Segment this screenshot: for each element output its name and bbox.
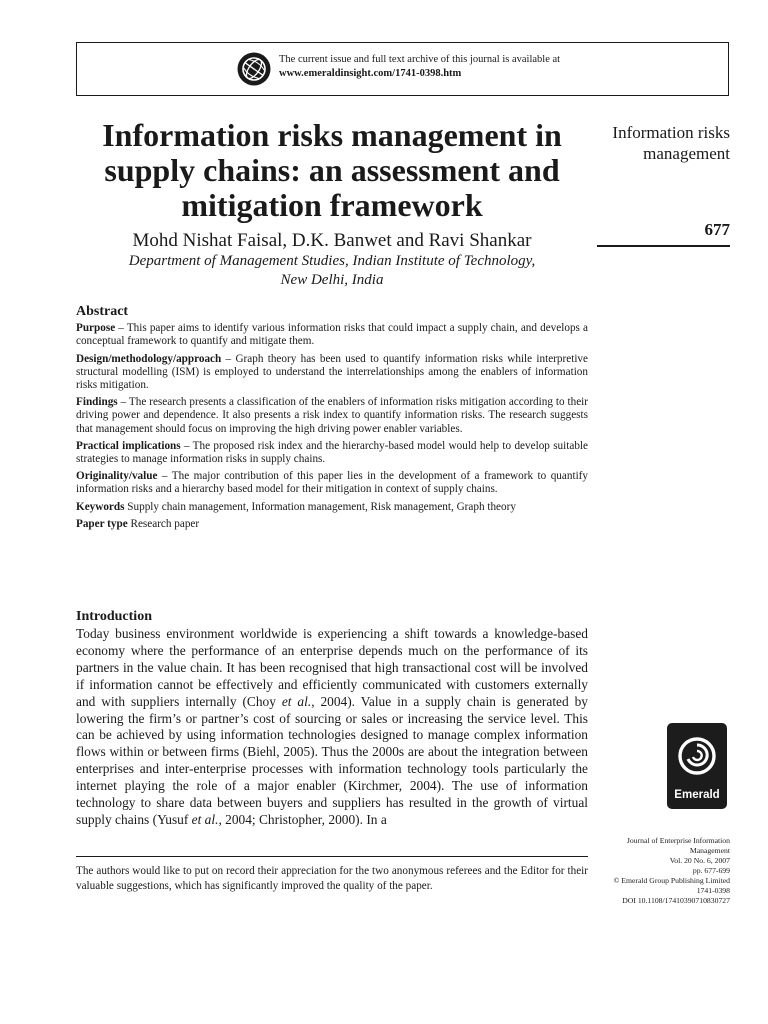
intro-text-2: , 2004). Value in a supply chain is generated by lowering the firm’s or partner’s cost of sourcing or sales or increasing the service level. This can be achieved by using information technologies designed to manage complex information flows within or between firms (Biehl, 2005). Thus the 2000s are about the integration between enterprises and inter-enterprise processes with information technology tools particularly the internet playing the role of a major enabler (Kirchmer, 2004). The use of information technology to share data between buyers and suppliers has resulted in the growth of virtual supply chains (Yusuf xyxy=(76,693,588,827)
journal-url-link[interactable]: www.emeraldinsight.com/1741-0398.htm xyxy=(279,68,462,79)
footnote-divider xyxy=(76,856,588,857)
journal-info-line: © Emerald Group Publishing Limited xyxy=(613,876,730,885)
page-number: 677 xyxy=(704,220,730,239)
abstract-practical xyxy=(76,440,588,466)
banner-text xyxy=(279,53,560,81)
acknowledgement-footnote: The authors would like to put on record their appreciation for the two anonymous referees and the Editor for their valuable suggestions, which has significantly improved the quality of the paper. xyxy=(76,865,588,892)
affiliation-line-2: New Delhi, India xyxy=(280,272,384,288)
journal-info-line: 1741-0398 xyxy=(696,886,730,895)
practical-text: – The proposed risk index and the hierarchy-based model would help to develop suitable strategies to manage information risks in supply chains. xyxy=(76,439,589,466)
design-text: – Graph theory has been used to quantify information risks while interpretive structural modelling (ISM) is employed to understand the interrelationships among the enablers of information risks mitigation. xyxy=(76,352,588,392)
journal-info-line: Vol. 20 No. 6, 2007 xyxy=(669,856,730,865)
abstract-paper-type xyxy=(76,518,588,531)
findings-text: – The research presents a classification of the enablers of information risks mitigation according to their driving power and dependence. It also presents a risk index to quantify information risks. The research suggests that management should focus on improving the high driving power enabler variables. xyxy=(76,396,588,435)
paper-type-text: Research paper xyxy=(127,517,200,530)
abstract-findings xyxy=(76,396,588,436)
journal-info xyxy=(590,836,730,906)
running-title-line-1: Information risks xyxy=(612,123,730,142)
journal-info-line: Management xyxy=(689,846,730,855)
banner-line: The current issue and full text archive of this journal is available at xyxy=(279,54,561,65)
title-line-1: Information risks management in xyxy=(102,117,562,153)
affiliation-line-1: Department of Management Studies, Indian Institute of Technology, xyxy=(128,253,536,269)
originality-label: Originality/value xyxy=(76,470,158,483)
intro-etal-2: et al. xyxy=(191,811,219,827)
emerald-logo xyxy=(667,723,727,809)
intro-text-3: , 2004; Christopher, 2000). In a xyxy=(218,811,387,827)
purpose-label: Purpose xyxy=(76,322,116,335)
abstract-section xyxy=(76,305,588,535)
design-label: Design/methodology/approach xyxy=(76,352,222,365)
abstract-originality xyxy=(76,470,588,496)
side-divider xyxy=(597,245,730,247)
abstract-purpose xyxy=(76,322,588,348)
affiliation xyxy=(76,252,588,290)
running-title-line-2: management xyxy=(643,144,730,163)
introduction-paragraph xyxy=(76,626,588,829)
keywords-label: Keywords xyxy=(76,500,125,513)
intro-text-1: Today business environment worldwide is experiencing a shift towards a knowledge-based economy where the performance of an enterprise depends much on the performance of its partners in the value chain. It has been recognised that high transactional cost will be involved if information cannot be effectively and efficiently communicated with customers externally and with suppliers internally (Choy xyxy=(76,626,588,709)
journal-info-line: Journal of Enterprise Information xyxy=(626,836,730,845)
originality-text: – The major contribution of this paper lies in the development of a framework to quantify information risks and a hierarchy based model for their mitigation in context of supply chains. xyxy=(76,470,588,496)
keywords-text: Supply chain management, Information management, Risk management, Graph theory xyxy=(124,500,516,513)
title-line-3: mitigation framework xyxy=(181,187,483,223)
practical-label: Practical implications xyxy=(76,439,181,452)
abstract-design xyxy=(76,353,588,393)
running-title xyxy=(594,122,730,164)
authors: Mohd Nishat Faisal, D.K. Banwet and Ravi Shankar xyxy=(132,230,532,251)
findings-label: Findings xyxy=(76,396,118,409)
globe-icon xyxy=(237,52,271,86)
abstract-heading: Abstract xyxy=(76,304,129,319)
journal-archive-banner xyxy=(76,42,729,96)
title-line-2: supply chains: an assessment and xyxy=(104,152,560,188)
purpose-text: – This paper aims to identify various information risks that could impact a supply chain, and develops a conceptual framework to quantify and mitigate them. xyxy=(76,322,588,348)
abstract-keywords xyxy=(76,501,588,514)
journal-info-line: pp. 677-699 xyxy=(692,866,730,875)
journal-info-line: DOI 10.1108/17410390710830727 xyxy=(622,896,730,905)
emerald-swirl-icon xyxy=(676,731,718,785)
intro-etal-1: et al. xyxy=(281,693,312,709)
paper-type-label: Paper type xyxy=(76,517,128,530)
emerald-logo-text: Emerald xyxy=(674,789,720,801)
article-title xyxy=(76,118,588,223)
introduction-heading: Introduction xyxy=(76,609,152,624)
